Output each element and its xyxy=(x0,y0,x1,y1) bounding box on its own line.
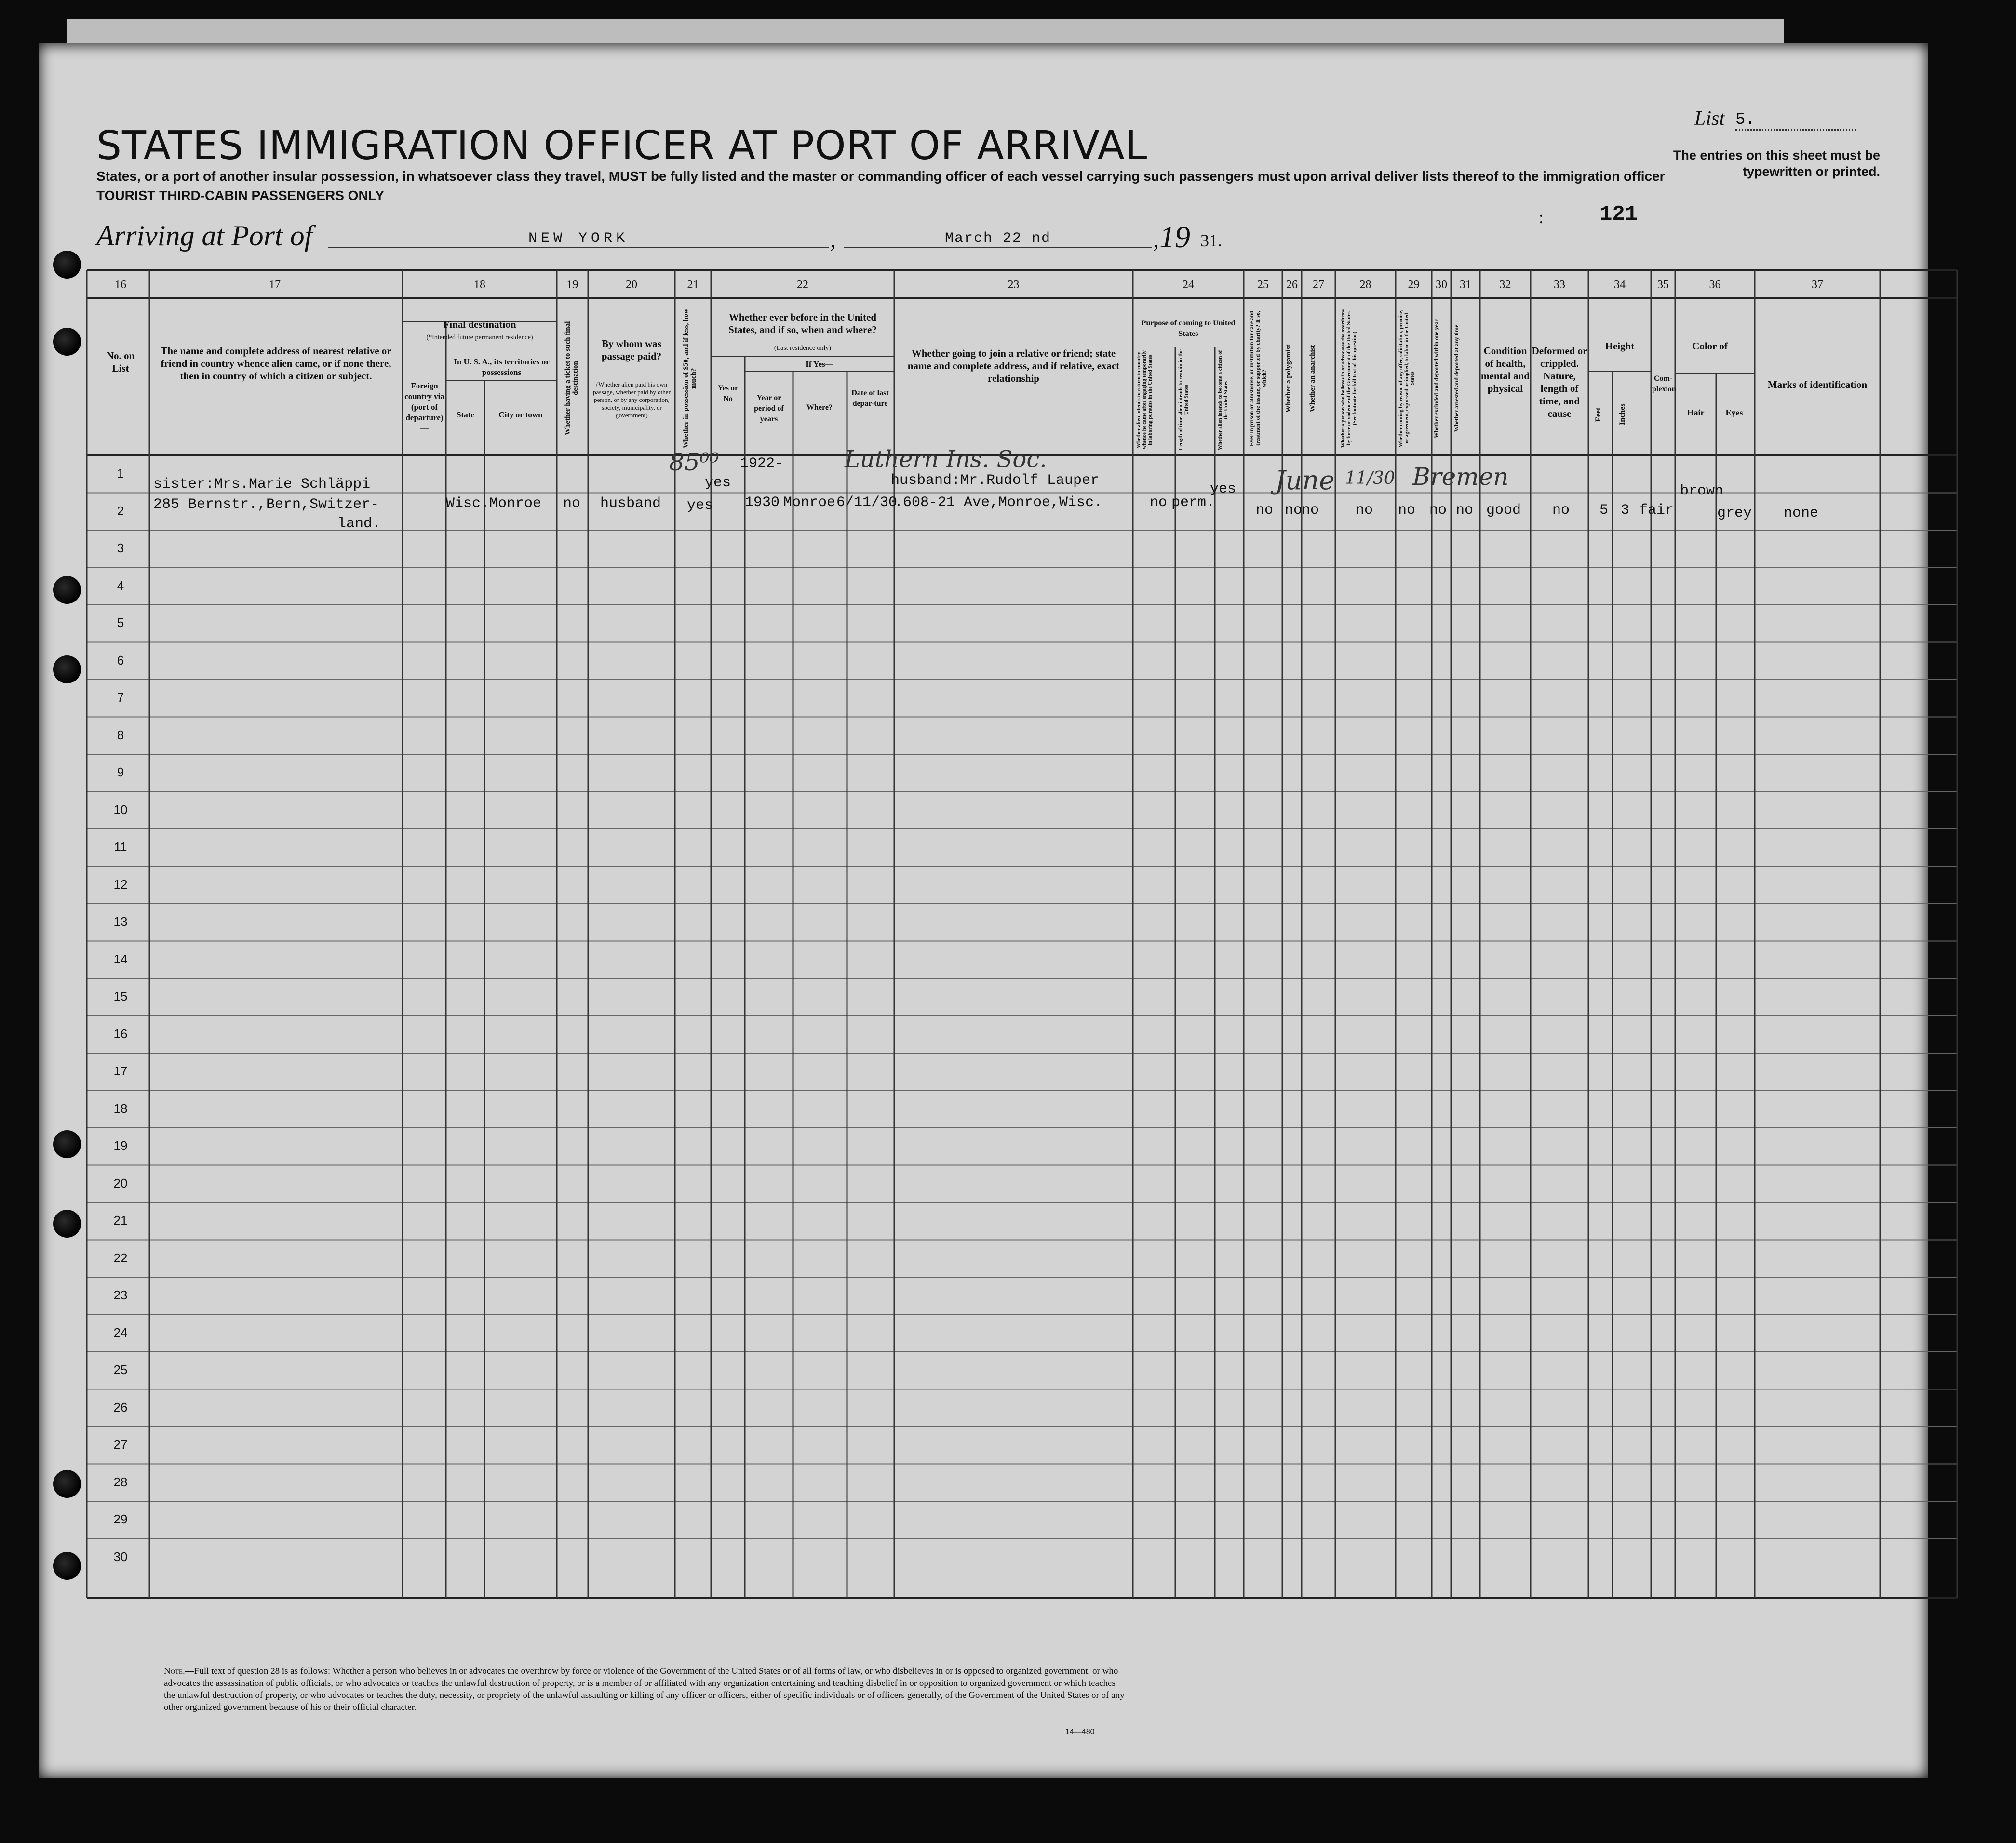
dest-state: Wisc. xyxy=(446,495,490,512)
marks-value: none xyxy=(1784,505,1819,521)
handwritten-date: 11/30 xyxy=(1345,468,1395,488)
row-number: 9 xyxy=(117,765,124,779)
col37-label: Marks of identification xyxy=(1767,379,1868,390)
complexion-value: fair xyxy=(1639,502,1674,519)
list-value: 5. xyxy=(1735,111,1856,131)
col36-eyes: Eyes xyxy=(1725,408,1743,417)
list-label: List xyxy=(1694,107,1725,130)
year-prefix: 19 xyxy=(1159,220,1190,254)
health-value: good xyxy=(1486,502,1521,519)
comma: , xyxy=(830,227,836,253)
row-number: 14 xyxy=(113,951,128,966)
col36-num: 36 xyxy=(1709,279,1721,291)
col37-num: 37 xyxy=(1812,279,1823,291)
row-number: 19 xyxy=(113,1138,128,1153)
footnote xyxy=(164,1665,1128,1713)
handwritten-bremen: Bremen xyxy=(1412,463,1509,491)
col29-label: Whether coming by reason of any offer, solicitation, promise, or agreement, expressed or implied, to labor in the United States xyxy=(1398,309,1415,447)
relative-line-3: land. xyxy=(337,516,381,532)
anarchist-value: no xyxy=(1302,502,1319,519)
col18-state: State xyxy=(457,410,474,419)
hair-value: brown xyxy=(1680,483,1724,499)
row-number: 23 xyxy=(113,1288,128,1302)
join-line-2: .608-21 Ave,Monroe,Wisc. xyxy=(894,494,1103,511)
row-number: 27 xyxy=(113,1437,128,1452)
row-number: 12 xyxy=(113,877,128,892)
eyes-value: grey xyxy=(1717,505,1752,521)
row-number: 2 xyxy=(117,503,124,518)
col21-label: Whether in possession of $50, and if less, how much? xyxy=(682,308,698,448)
col34-label: Height xyxy=(1605,340,1635,352)
col19-num: 19 xyxy=(566,279,578,291)
before-yes-1: yes xyxy=(705,475,731,491)
col35-label: Com-plexion xyxy=(1652,374,1676,393)
col28-num: 28 xyxy=(1359,279,1371,291)
col18-num: 18 xyxy=(474,279,485,291)
row-number: 22 xyxy=(113,1250,128,1265)
q30-value: no xyxy=(1429,502,1447,519)
col34-feet: Feet xyxy=(1594,407,1602,422)
col22-sub: (Last residence only) xyxy=(774,345,832,352)
row-number: 29 xyxy=(113,1512,128,1526)
row-number: 26 xyxy=(113,1400,128,1415)
paid-by-value: husband xyxy=(600,495,661,512)
row-number: 18 xyxy=(113,1101,128,1116)
before-yes-2: yes xyxy=(687,497,713,514)
col16-label: No. on List xyxy=(106,350,135,374)
row-number: 8 xyxy=(117,727,124,742)
row-number: 21 xyxy=(113,1213,128,1228)
col36-label: Color of— xyxy=(1692,340,1738,352)
row-number: 24 xyxy=(113,1325,128,1340)
col30-num: 30 xyxy=(1436,279,1447,291)
col21-num: 21 xyxy=(687,279,699,291)
col17-label: The name and complete address of nearest relative or friend in country whence alien came, or if none there, then in country of which a citizen or subject. xyxy=(161,345,391,382)
col22-period: Year or period of years xyxy=(754,394,784,423)
date-field: March 22 nd xyxy=(844,230,1152,248)
footnote-text: Full text of question 28 is as follows: Whether a person who believes in or advocates the overthrow by force or violence of the Government of the United States or of all forms of law, or who disbelieves in or is opposed to organized government, or who advocates the assassination of public officials, or who advocates or teaches the unlawful destruction of property, or is a member of or affiliated with any organization entertaining and teaching disbelief in or opposition to organized government or which teaches the unlawful destruction of property, or who advocates or teaches the duty, necessity, or propriety of the unlawful assaulting or killing of any officer or officers, either of specific individuals or of officers generally, of the Government of the United States or of any other organized government because of his or their official character. xyxy=(164,1666,1125,1712)
period-1: 1922- xyxy=(740,455,784,472)
passenger-class-line: TOURIST THIRD-CABIN PASSENGERS ONLY xyxy=(96,188,384,203)
page-title: STATES IMMIGRATION OFFICER AT PORT OF ARRIVAL xyxy=(96,123,1148,169)
row-number: 7 xyxy=(117,690,124,705)
row-number: 16 xyxy=(113,1026,128,1041)
col26-label: Whether a polygamist xyxy=(1285,344,1292,413)
col28-label: Whether a person who believes in or advocates the overthrow by force or violence of the Government of the United States (See footnote for full text of this question) xyxy=(1340,308,1357,448)
dest-city: Monroe xyxy=(489,495,542,512)
col27-num: 27 xyxy=(1313,279,1324,291)
col24-num: 24 xyxy=(1183,279,1194,291)
row-number: 11 xyxy=(114,840,127,854)
purpose-a: no xyxy=(1150,494,1168,511)
row-number: 4 xyxy=(117,578,124,593)
arriving-label: Arriving at Port of xyxy=(96,220,313,252)
col24a-label: Whether alien intends to return to country whence he came after engaging temporarily in laboring pursuits in the United States xyxy=(1136,350,1153,450)
relative-line-2: 285 Bernstr.,Bern,Switzer- xyxy=(153,496,379,513)
col22-label: Whether ever before in the United States, and if so, when and where? xyxy=(728,311,877,335)
ticket-value: no xyxy=(563,495,581,512)
row-number: 30 xyxy=(113,1549,128,1564)
col35-num: 35 xyxy=(1657,279,1669,291)
row-number: 28 xyxy=(113,1474,128,1489)
col24c-label: Whether alien intends to become a citizen of the United States xyxy=(1217,350,1229,450)
year-suffix: 31. xyxy=(1200,231,1222,250)
footnote-lead: Note.— xyxy=(164,1666,194,1676)
col26-num: 26 xyxy=(1286,279,1298,291)
col18-sub: (*Intended future permanent residence) xyxy=(426,334,533,341)
row-number: 3 xyxy=(117,541,124,555)
col22-ifyes: If Yes— xyxy=(806,360,833,369)
row-number: 1 xyxy=(117,466,124,481)
polygamist-value: no xyxy=(1285,502,1303,519)
comma: , xyxy=(1153,227,1159,253)
q29-value: no xyxy=(1398,502,1416,519)
page-mark: : xyxy=(1539,208,1544,227)
purpose-c: yes xyxy=(1210,481,1236,497)
row-number: 15 xyxy=(113,989,128,1003)
col18-usa: In U. S. A., its territories or possessions xyxy=(454,357,550,377)
period-2: 1930 xyxy=(745,494,780,511)
col20-num: 20 xyxy=(626,279,637,291)
handwritten-june: June xyxy=(1275,465,1335,495)
col25-label: Ever in prison or almshouse, or institution for care and treatment of the insane, or supported by charity? If so, which? xyxy=(1248,310,1267,446)
q31-value: no xyxy=(1456,502,1474,519)
col24-label: Purpose of coming to United States xyxy=(1141,319,1236,338)
row-number: 13 xyxy=(113,914,128,929)
height-inches: 3 xyxy=(1621,502,1630,519)
col33-label: Deformed or crippled. Nature, length of time, and cause xyxy=(1532,345,1587,419)
purpose-b: perm. xyxy=(1171,494,1215,511)
row-number: 10 xyxy=(113,802,128,817)
row-number: 17 xyxy=(113,1064,128,1078)
col24b-label: Length of time alien intends to remain in the United States xyxy=(1178,349,1189,451)
col31-label: Whether arrested and deported at any time xyxy=(1453,324,1460,432)
col32-label: Condition of health, mental and physical xyxy=(1481,345,1530,394)
col22-date: Date of last depar-ture xyxy=(851,389,889,408)
where-value: Monroe xyxy=(783,494,836,511)
handwritten-annotation: Luthern Ins. Soc. xyxy=(845,446,1047,473)
height-feet: 5 xyxy=(1599,502,1609,519)
col19-label: Whether having a ticket to such final destination xyxy=(564,321,579,436)
form-number: 14—480 xyxy=(1065,1728,1095,1736)
col32-num: 32 xyxy=(1499,279,1511,291)
prison-value: no xyxy=(1256,502,1274,519)
date-departure: 6/11/30 xyxy=(836,494,898,511)
col31-num: 31 xyxy=(1460,279,1471,291)
port-field: NEW YORK xyxy=(328,230,829,248)
col18-foreign: Foreign country via (port of departure)— xyxy=(404,381,444,433)
page-number: 121 xyxy=(1599,202,1638,227)
col20-label: By whom was passage paid? xyxy=(601,338,662,362)
deformed-value: no xyxy=(1552,502,1570,519)
row-number: 6 xyxy=(117,653,124,668)
row-number: 25 xyxy=(113,1362,128,1377)
q28-value: no xyxy=(1356,502,1373,519)
col27-label: Whether an anarchist xyxy=(1309,345,1317,412)
col17-num: 17 xyxy=(269,279,281,291)
col29-num: 29 xyxy=(1408,279,1420,291)
col25-num: 25 xyxy=(1257,279,1269,291)
col36-hair: Hair xyxy=(1687,408,1705,417)
col16-num: 16 xyxy=(115,279,126,291)
col23-label: Whether going to join a relative or friend; state name and complete address, and if relative, exact relationship xyxy=(907,347,1120,384)
join-line-1: husband:Mr.Rudolf Lauper xyxy=(891,472,1100,489)
col20-sub: (Whether alien paid his own passage, whether paid by other person, or by any corporation, society, municipality, or government) xyxy=(593,381,671,419)
col22-yesno: Yes or No xyxy=(717,384,739,403)
row-number: 20 xyxy=(113,1175,128,1190)
col22-num: 22 xyxy=(797,279,808,291)
instructions-line: States, or a port of another insular possession, in whatsoever class they travel, MUST be fully listed and the master or commanding officer of each vessel carrying such passengers must upon arrival deliver lists thereof to the immigration officer xyxy=(96,169,1665,184)
col30-label: Whether excluded and deported within one year xyxy=(1433,319,1439,438)
money-handwritten: 85⁰⁰ xyxy=(669,448,719,476)
col18-label: Final destination xyxy=(443,319,516,330)
relative-line-1: sister:Mrs.Marie Schläppi xyxy=(153,476,371,493)
row-number: 5 xyxy=(117,615,124,630)
col22-where: Where? xyxy=(806,403,833,412)
col34-num: 34 xyxy=(1614,279,1626,291)
entries-note: The entries on this sheet must be typewritten or printed. xyxy=(1673,148,1880,179)
col18-city: City or town xyxy=(498,410,543,419)
col34-inches: Inches xyxy=(1618,403,1626,426)
col23-num: 23 xyxy=(1008,279,1020,291)
col33-num: 33 xyxy=(1554,279,1565,291)
